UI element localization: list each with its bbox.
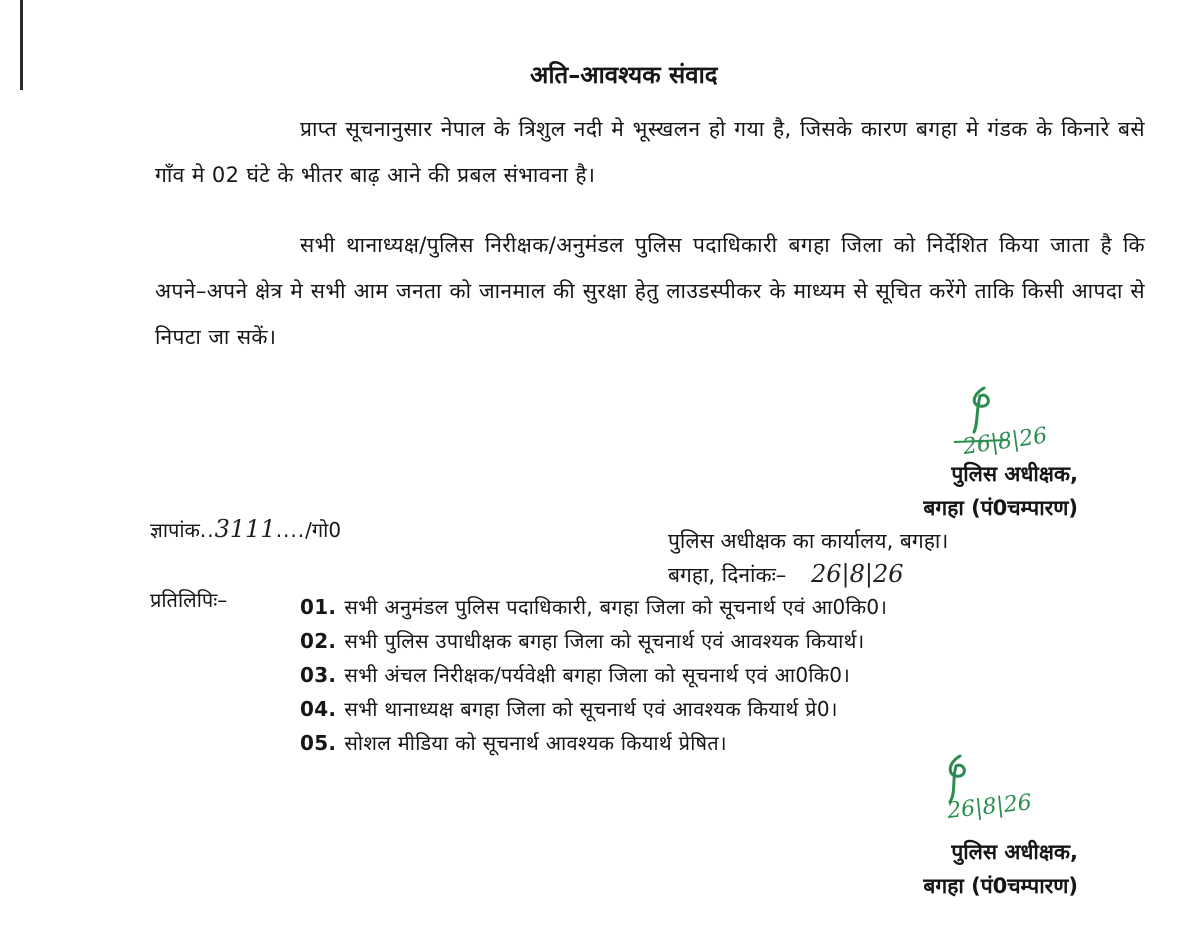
bottom-signature-mark — [930, 752, 1060, 834]
list-item: 04. सभी थानाध्यक्ष बगहा जिला को सूचनार्थ एवं आवश्यक कियार्थ प्रे0। — [300, 697, 838, 721]
list-item: 01. सभी अनुमंडल पुलिस पदाधिकारी, बगहा जिला को सूचनार्थ एवं आ0कि0। — [300, 595, 888, 619]
bottom-signature-location: बगहा (पं0चम्पारण) — [923, 874, 1078, 898]
memo-handwritten-number: 3111 — [214, 515, 276, 543]
document-title: अति–आवश्यक संवाद — [530, 61, 718, 89]
date-label: बगहा, दिनांकः– — [668, 563, 787, 587]
top-signature-block — [923, 457, 1078, 525]
memo-prefix: ज्ञापांक — [150, 518, 200, 542]
date-line — [668, 560, 904, 589]
paragraph-intro: प्राप्त सूचनानुसार नेपाल के त्रिशुल नदी मे भूस्खलन हो गया है, जिसके कारण बगहा मे गंडक के किनारे बसे गाँव मे 02 घंटे के भीतर बाढ़ आने की प्रबल संभावना है। — [155, 117, 1145, 187]
top-signature-date: 26|8|26 — [961, 423, 1049, 460]
copy-to-label: प्रतिलिपिः– — [150, 588, 228, 612]
list-item: 05. सोशल मीडिया को सूचनार्थ आवश्यक कियार्थ प्रेषित। — [300, 731, 727, 755]
signature-stroke — [974, 388, 988, 432]
bottom-signature-date: 26|8|26 — [946, 790, 1033, 824]
signature-stroke — [950, 756, 964, 802]
office-line: पुलिस अधीक्षक का कार्यालय, बगहा। — [668, 529, 949, 553]
copy-to-list — [300, 590, 887, 760]
top-signature-mark — [948, 382, 1078, 464]
memo-suffix: /गो0 — [305, 518, 342, 542]
list-item: 03. सभी अंचल निरीक्षक/पर्यवेक्षी बगहा जिला को सूचनार्थ एवं आ0कि0। — [300, 663, 851, 687]
top-signature-designation: पुलिस अधीक्षक, — [951, 462, 1078, 486]
bottom-signature-designation: पुलिस अधीक्षक, — [951, 840, 1078, 864]
bottom-signature-block — [923, 835, 1078, 903]
top-signature-location: बगहा (पं0चम्पारण) — [923, 496, 1078, 520]
list-item: 02. सभी पुलिस उपाधीक्षक बगहा जिला को सूचनार्थ एवं आवश्यक कियार्थ। — [300, 629, 865, 653]
paragraph-directive: सभी थानाध्यक्ष/पुलिस निरीक्षक/अनुमंडल पुलिस पदाधिकारी बगहा जिला को निर्देशित किया जाता है कि अपने–अपने क्षेत्र मे सभी आम जनता को जानमाल की सुरक्षा हेतु लाउडस्पीकर के माध्यम से सूचित करेंगे ताकि किसी आपदा से निपटा जा सकें। — [155, 233, 1145, 349]
memo-number: ज्ञापांक..3111..../गो0 — [150, 515, 342, 543]
date-handwritten-value: 26|8|26 — [811, 560, 904, 588]
page-margin-line — [20, 0, 23, 90]
